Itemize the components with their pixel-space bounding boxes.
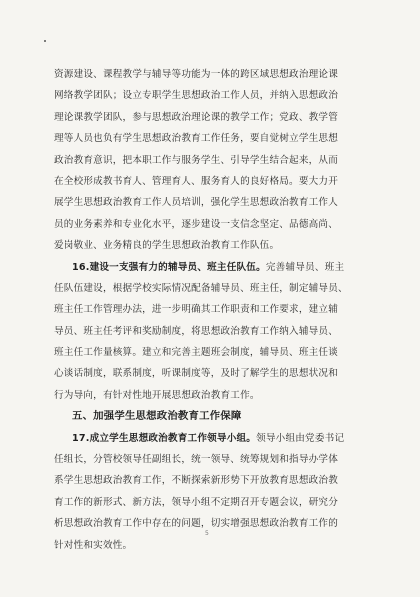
body-line: 析思想政治教育工作中存在的问题，切实增强思想政治教育工作的 <box>54 518 339 530</box>
body-line: 网络教学团队；设立专职学生思想政治工作人员，并纳入思想政治 <box>54 90 339 102</box>
body-line: 爱岗敬业、业务精良的学生思想政治教育工作队伍。 <box>54 240 280 252</box>
body-line: 展学生思想政治教育工作人员培训，强化学生思想政治教育工作人 <box>54 197 339 209</box>
body-line: 导员、班主任考评和奖励制度，将思想政治教育工作纳入辅导员、 <box>54 325 339 337</box>
body-line: 班主任工作管理办法，进一步明确其工作职责和工作要求，建立辅 <box>54 304 339 316</box>
body-line: 政治教育意识，把本职工作与服务学生、引导学生结合起来，从而 <box>54 154 339 166</box>
paragraph-16-text: 完善辅导员、班主 <box>265 261 345 273</box>
page-number: 5 <box>205 530 209 537</box>
paragraph-16-first-line <box>54 257 374 278</box>
body-line: 理等人员也负有学生思想政治教育工作任务，要自觉树立学生思想 <box>54 133 339 145</box>
body-line: 班主任工作量核算。建立和完善主题班会制度，辅导员、班主任谈 <box>54 347 339 359</box>
section-5-heading: 五、加强学生思想政治教育工作保障 <box>72 410 242 423</box>
document-body <box>54 64 374 556</box>
scan-speck <box>44 40 46 42</box>
paragraph-16-title: 16.建设一支强有力的辅导员、班主任队伍。 <box>72 261 266 273</box>
body-line: 在全校形成教书育人、管理育人、服务育人的良好格局。要大力开 <box>54 175 339 187</box>
body-line: 育工作的新形式、新方法，领导小组不定期召开专题会议，研究分 <box>54 496 339 508</box>
paragraph-17-text: 领导小组由党委书记 <box>256 432 345 444</box>
body-line: 员的业务素养和专业化水平，逐步建设一支信念坚定、品德高尚、 <box>54 218 339 230</box>
body-line: 心谈话制度，联系制度，听课制度等，及时了解学生的思想状况和 <box>54 368 339 380</box>
body-line: 针对性和实效性。 <box>54 539 133 551</box>
body-line: 任队伍建设，根据学校实际情况配备辅导员、班主任，制定辅导员、 <box>54 282 348 294</box>
paragraph-17-first-line <box>54 428 374 449</box>
body-line: 资源建设、课程教学与辅导等功能为一体的跨区域思想政治理论课 <box>54 69 339 80</box>
paragraph-17-title: 17.成立学生思想政治教育工作领导小组。 <box>72 432 257 444</box>
body-line: 理论课教学团队，参与思想政治理论课的教学工作；党政、教学管 <box>54 111 339 123</box>
body-line: 任组长，分管校领导任副组长，统一领导、统筹规划和指导办学体 <box>54 454 339 466</box>
body-line: 系学生思想政治教育工作，不断探索新形势下开放教育思想政治教 <box>54 475 339 487</box>
body-line: 行为导向，有针对性地开展思想政治教育工作。 <box>54 389 260 401</box>
